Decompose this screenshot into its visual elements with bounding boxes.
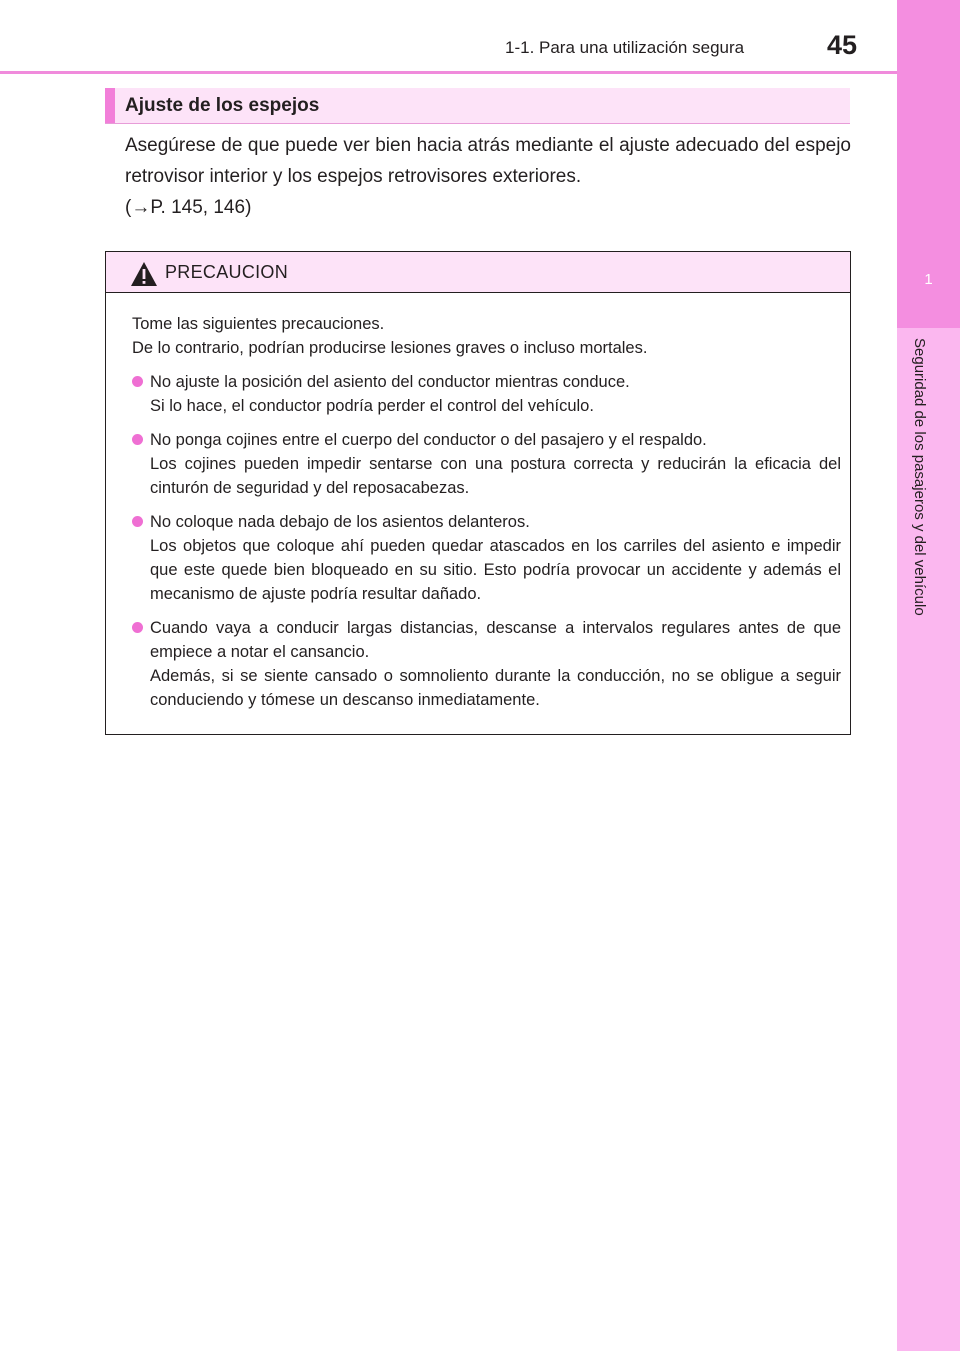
page-reference: (→P. 145, 146) bbox=[125, 197, 252, 218]
caution-item bbox=[132, 616, 841, 712]
intro-paragraph bbox=[125, 130, 851, 223]
caution-intro bbox=[132, 312, 841, 360]
bullet-dot-icon bbox=[132, 376, 143, 387]
bullet-dot-icon bbox=[132, 516, 143, 527]
caution-header bbox=[106, 252, 850, 293]
caution-item-line: No ajuste la posición del asiento del conductor mientras conduce. bbox=[150, 373, 630, 391]
caution-item bbox=[132, 428, 841, 500]
caution-item bbox=[132, 510, 841, 606]
bullet-dot-icon bbox=[132, 622, 143, 633]
header-rule bbox=[0, 71, 897, 74]
caution-item-line: Además, si se siente cansado o somnoliento durante la conducción, no se obligue a seguir conduciendo y tómese un descanso inmediatamente. bbox=[150, 667, 841, 709]
section-heading-band bbox=[105, 88, 850, 123]
caution-item-line: No coloque nada debajo de los asientos delanteros. bbox=[150, 513, 530, 531]
running-header-title: 1-1. Para una utilización segura bbox=[505, 38, 745, 57]
caution-item-line: Los objetos que coloque ahí pueden quedar atascados en los carriles del asiento e impedir que este quede bien bloqueado en su sitio. Esto podría provocar un accidente y además el mecanismo de ajuste podría resultar dañado. bbox=[150, 537, 841, 603]
caution-intro-line: De lo contrario, podrían producirse lesiones graves o incluso mortales. bbox=[132, 339, 648, 357]
caution-box bbox=[105, 251, 851, 735]
caution-item-line: Cuando vaya a conducir largas distancias, descanse a intervalos regulares antes de que empiece a notar el cansancio. bbox=[150, 619, 841, 661]
chapter-side-tab bbox=[897, 0, 960, 1351]
heading-underline bbox=[105, 123, 850, 124]
page-number: 45 bbox=[827, 30, 858, 60]
caution-item-line: No ponga cojines entre el cuerpo del conductor o del pasajero y el respaldo. bbox=[150, 431, 707, 449]
chapter-title: Seguridad de los pasajeros y del vehículo bbox=[911, 338, 928, 616]
caution-body bbox=[132, 312, 841, 722]
section-heading: Ajuste de los espejos bbox=[125, 95, 320, 116]
caution-intro-line: Tome las siguientes precauciones. bbox=[132, 315, 385, 333]
caution-item bbox=[132, 370, 841, 418]
bullet-dot-icon bbox=[132, 434, 143, 445]
caution-title: PRECAUCION bbox=[165, 262, 289, 282]
caution-item-line: Si lo hace, el conductor podría perder el control del vehículo. bbox=[150, 397, 594, 415]
warning-triangle-icon bbox=[130, 261, 158, 287]
intro-text: Asegúrese de que puede ver bien hacia atrás mediante el ajuste adecuado del espejo retrovisor interior y los espejos retrovisores exteriores. bbox=[125, 135, 851, 187]
caution-item-line: Los cojines pueden impedir sentarse con una postura correcta y reducirán la eficacia del cinturón de seguridad y del reposacabezas. bbox=[150, 455, 841, 497]
chapter-number: 1 bbox=[924, 271, 933, 288]
